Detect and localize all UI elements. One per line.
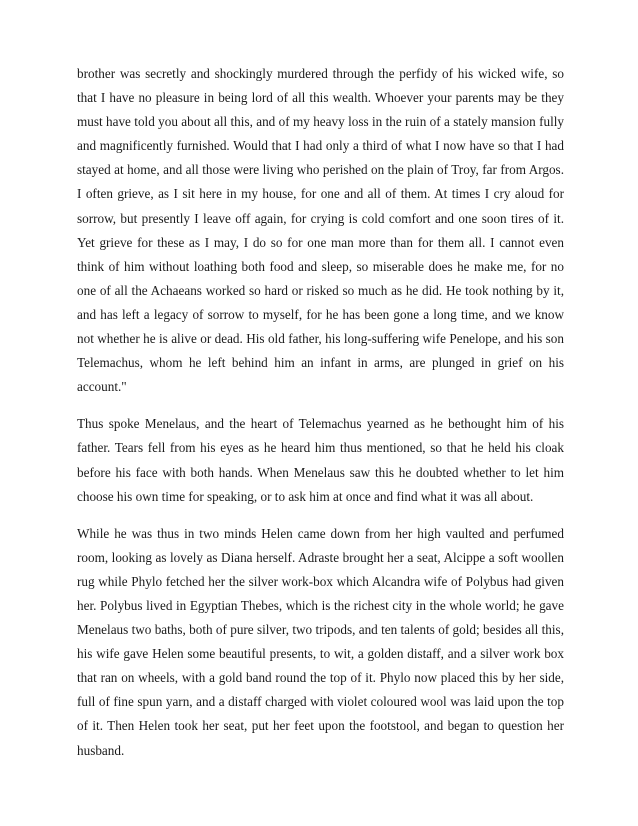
paragraph-1: brother was secretly and shockingly murdered through the perfidy of his wicked wife, so that I have no pleasure in being lord of all this wealth. Whoever your parents may be they must have told you about all this, and of my heavy loss in the ruin of a stately mansion fully and magnificently furnished. Would that I had only a third of what I now have so that I had stayed at home, and all those were living who perished on the plain of Troy, far from Argos. I often grieve, as I sit here in my house, for one and all of them. At times I cry aloud for sorrow, but presently I leave off again, for crying is cold comfort and one soon tires of it. Yet grieve for these as I may, I do so for one man more than for them all. I cannot even think of him without loathing both food and sleep, so miserable does he make me, for no one of all the Achaeans worked so hard or risked so much as he did. He took nothing by it, and has left a legacy of sorrow to myself, for he has been gone a long time, and we know not whether he is alive or dead. His old father, his long-suffering wife Penelope, and his son Telemachus, whom he left behind him an infant in arms, are plunged in grief on his account." xyxy=(77,66,564,395)
paragraph-3: While he was thus in two minds Helen came down from her high vaulted and perfumed room, looking as lovely as Diana herself. Adraste brought her a seat, Alcippe a soft woollen rug while Phylo fetched her the silver work-box which Alcandra wife of Polybus had given her. Polybus lived in Egyptian Thebes, which is the richest city in the whole world; he gave Menelaus two baths, both of pure silver, two tripods, and ten talents of gold; besides all this, his wife gave Helen some beautiful presents, to wit, a golden distaff, and a silver work box that ran on wheels, with a gold band round the top of it. Phylo now placed this by her side, full of fine spun yarn, and a distaff charged with violet coloured wool was laid upon the top of it. Then Helen took her seat, put her feet upon the footstool, and began to question her husband. xyxy=(77,525,564,758)
paragraph-2: Thus spoke Menelaus, and the heart of Telemachus yearned as he bethought him of his father. Tears fell from his eyes as he heard him thus mentioned, so that he held his cloak before his face with both hands. When Menelaus saw this he doubted whether to let him choose his own time for speaking, or to ask him at once and find what it was all about. xyxy=(77,416,564,504)
